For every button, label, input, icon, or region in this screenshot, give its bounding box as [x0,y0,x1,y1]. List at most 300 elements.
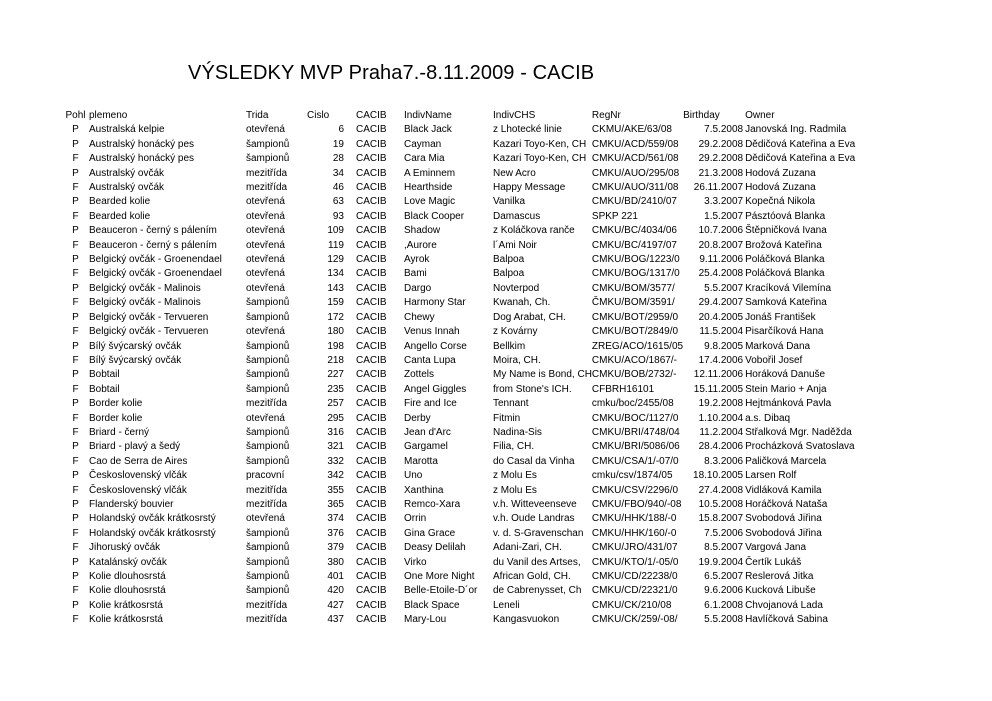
cell-indivname: ,Aurore [404,239,437,251]
cell-indivname: Orrin [404,513,427,525]
cell-indivchs: Adani-Zari, CH. [493,542,562,554]
table-row [62,253,857,267]
cell-cacib: CACIB [356,138,387,150]
cell-birthday: 9.11.2006 [699,254,744,266]
cell-trida: mezitřída [246,484,288,496]
table-row [62,340,857,354]
cell-trida: mezitřída [246,182,288,194]
cell-cislo: 427 [327,599,344,611]
cell-birthday: 10.7.2006 [698,225,744,237]
cell-owner: Štěpničková Ivana [745,225,827,237]
cell-indivname: Marotta [404,455,438,467]
cell-pohl: P [72,311,79,323]
cell-cislo: 63 [332,196,344,208]
cell-plemeno: Belgický ovčák - Groenendael [89,268,222,280]
cell-owner: Reslerová Jitka [745,571,814,582]
cell-cislo: 119 [328,239,344,251]
cell-birthday: 11.2.2004 [699,426,744,438]
cell-plemeno: Australský honácký pes [89,138,195,150]
cell-regnr: CMKU/CD/22238/0 [591,571,678,582]
cell-trida: šampionů [246,455,290,467]
cell-owner: Hejtmánková Pavla [745,398,832,410]
cell-plemeno: Bobtail [89,383,120,395]
cell-birthday: 15.11.2005 [693,383,744,395]
cell-birthday: 3.3.2007 [704,196,744,208]
cell-regnr: CMKU/AUO/295/08 [591,167,680,179]
cell-indivchs: My Name is Bond, CH [493,369,592,381]
cell-indivchs: Balpoa [493,254,525,266]
table-row [62,325,857,339]
cell-birthday: 21.3.2008 [698,167,744,179]
cell-pohl: P [72,470,79,482]
cell-trida: otevřená [246,513,285,525]
cell-cislo: 376 [327,527,344,539]
cell-plemeno: Kolie dlouhosrstá [89,571,166,582]
cell-trida: šampionů [246,354,290,366]
table-row [62,440,857,454]
cell-trida: otevřená [246,196,285,208]
table-row [62,368,857,382]
cell-indivchs: Kangasvuokon [493,614,560,626]
cell-plemeno: Bearded kolie [89,196,151,208]
cell-trida: šampionů [246,340,290,352]
cell-cislo: 172 [327,311,344,323]
cell-indivname: Deasy Delilah [404,542,466,554]
cell-regnr: CMKU/BOT/2959/0 [591,311,679,323]
cell-regnr: CMKU/JRO/431/07 [591,542,678,554]
cell-regnr: CMKU/KTO/1/-05/0 [591,556,679,568]
cell-plemeno: Bobtail [89,369,120,381]
cell-regnr: SPKP 221 [591,210,638,222]
cell-plemeno: Border kolie [89,398,143,410]
cell-regnr: CMKU/AUO/311/08 [591,182,679,194]
cell-cacib: CACIB [356,585,387,597]
cell-indivname: A Eminnem [404,167,456,179]
cell-indivchs: Vanilka [493,196,526,208]
cell-pohl: F [72,527,79,539]
cell-owner: Marková Dana [745,340,811,352]
cell-plemeno: Belgický ovčák - Groenendael [89,254,222,266]
cell-regnr: CMKU/CD/22321/0 [591,585,678,597]
cell-cacib: CACIB [356,470,387,482]
cell-plemeno: Australský ovčák [89,167,165,179]
cell-regnr: CMKU/BOT/2849/0 [591,326,679,338]
cell-owner: Poláčková Blanka [745,268,825,280]
cell-cislo: 380 [327,556,344,568]
cell-pohl: P [72,340,79,352]
cell-trida: mezitřída [246,167,288,179]
cell-plemeno: Katalánský ovčák [89,556,167,568]
cell-cislo: 34 [332,167,344,179]
cell-pohl: F [72,326,79,338]
cell-cacib: CACIB [356,268,387,280]
cell-cacib: CACIB [356,441,387,453]
cell-owner: Vobořil Josef [745,354,803,366]
cell-cacib: CACIB [356,210,387,222]
cell-indivchs: African Gold, CH. [493,571,571,582]
cell-pohl: P [72,254,79,266]
cell-trida: šampionů [246,383,290,395]
cell-trida: mezitřída [246,498,288,510]
cell-trida: šampionů [246,571,290,582]
cell-indivchs: Balpoa [493,268,525,280]
cell-indivchs: v. d. S-Gravenschan [493,527,584,539]
cell-cacib: CACIB [356,599,387,611]
cell-trida: šampionů [246,311,290,323]
cell-owner: Kucková Libuše [745,585,816,597]
cell-cislo: 28 [332,153,344,165]
table-row [62,498,857,512]
cell-indivname: Black Space [404,599,460,611]
cell-indivchs: Leneli [493,599,520,611]
cell-trida: otevřená [246,412,285,424]
cell-pohl: F [72,542,79,554]
cell-indivname: Zottels [404,369,435,381]
table-row [62,541,857,555]
cell-pohl: F [72,268,79,280]
header-cislo: Cislo [307,110,330,121]
cell-plemeno: Beauceron - černý s pálením [89,239,217,251]
cell-indivchs: Filia, CH. [493,441,535,453]
header-indivname: IndivName [404,110,452,121]
cell-birthday: 28.4.2006 [698,441,744,453]
cell-cacib: CACIB [356,571,387,582]
cell-owner: Pisarčíková Hana [745,326,824,338]
table-row [62,123,857,137]
cell-pohl: F [72,210,79,222]
cell-cacib: CACIB [356,614,387,626]
cell-indivname: Jean d'Arc [404,426,451,438]
cell-cacib: CACIB [356,455,387,467]
cell-trida: šampionů [246,527,290,539]
cell-pohl: F [72,426,79,438]
cell-pohl: P [72,513,79,525]
cell-cacib: CACIB [356,398,387,410]
cell-owner: Vidláková Kamila [745,484,822,496]
cell-pohl: F [72,383,79,395]
table-row [62,412,857,426]
cell-cacib: CACIB [356,527,387,539]
table-row [62,570,857,584]
cell-owner: Svobodová Jiřina [745,527,822,539]
cell-regnr: CMKU/FBO/940/-08 [591,498,682,510]
cell-cacib: CACIB [356,484,387,496]
header-pohl: Pohl [65,110,86,121]
cell-regnr: cmku/boc/2455/08 [591,398,674,410]
cell-cislo: 198 [327,340,344,352]
cell-indivname: Xanthina [404,484,444,496]
cell-regnr: CKMU/AKE/63/08 [591,124,672,136]
cell-owner: Procházková Svatoslava [745,441,855,453]
cell-pohl: P [72,225,79,237]
table-row [62,584,857,598]
table-row [62,181,857,195]
cell-indivchs: Novterpod [493,282,540,294]
cell-plemeno: Australský honácký pes [89,153,195,165]
cell-plemeno: Holandský ovčák krátkosrstý [89,527,216,539]
cell-cacib: CACIB [356,498,387,510]
cell-owner: Stein Mario + Anja [745,383,827,395]
cell-owner: Larsen Rolf [745,470,797,482]
cell-indivname: Venus Innah [404,326,460,338]
cell-cacib: CACIB [356,239,387,251]
cell-regnr: CMKU/BC/4197/07 [591,239,677,251]
cell-owner: a.s. Dibaq [745,412,791,424]
cell-indivname: Hearthside [404,182,453,194]
cell-owner: Pásztóová Blanka [745,210,826,222]
cell-plemeno: Jihoruský ovčák [89,542,161,554]
cell-cislo: 355 [327,484,344,496]
cell-cacib: CACIB [356,124,387,136]
cell-regnr: CMKU/HHK/188/-0 [591,513,677,525]
cell-indivchs: Kwanah, Ch. [493,297,551,309]
cell-cislo: 379 [327,542,344,554]
table-header-row [62,109,857,123]
table-row [62,469,857,483]
cell-plemeno: Australský ovčák [89,182,165,194]
cell-regnr: CMKU/ACO/1867/- [591,354,677,366]
cell-indivchs: du Vanil des Artses, [493,556,581,568]
cell-indivname: Bami [404,268,427,280]
cell-cacib: CACIB [356,369,387,381]
cell-birthday: 18.10.2005 [693,470,744,482]
cell-pohl: P [72,556,79,568]
cell-owner: Střalková Mgr. Naděžda [745,426,852,438]
cell-trida: otevřená [246,326,285,338]
cell-trida: otevřená [246,124,285,136]
cell-birthday: 5.5.2008 [704,614,744,626]
cell-cacib: CACIB [356,167,387,179]
cell-regnr: CMKU/BOM/3577/ [591,282,675,294]
cell-indivname: Virko [404,556,427,568]
cell-owner: Kracíková Vilemína [745,282,832,294]
table-row [62,267,857,281]
cell-pohl: F [72,412,79,424]
cell-indivname: Harmony Star [404,297,466,309]
cell-pohl: P [72,571,79,582]
cell-owner: Kopečná Nikola [745,196,816,208]
cell-indivchs: Happy Message [493,182,566,194]
cell-cislo: 19 [332,138,344,150]
cell-regnr: CMKU/HHK/160/-0 [591,527,677,539]
cell-owner: Horáková Danuše [745,369,826,381]
cell-indivchs: do Casal da Vinha [493,455,575,467]
cell-indivchs: v.h. Oude Landras [493,513,575,525]
header-cacib: CACIB [356,110,387,121]
cell-cacib: CACIB [356,426,387,438]
cell-indivchs: Moira, CH. [493,354,541,366]
cell-owner: Janovská Ing. Radmila [745,124,847,136]
cell-cacib: CACIB [356,225,387,237]
cell-cislo: 134 [327,268,344,280]
cell-trida: otevřená [246,268,285,280]
cell-cislo: 235 [327,383,344,395]
cell-indivchs: New Acro [493,167,536,179]
cell-indivchs: z Lhotecké linie [493,124,562,136]
cell-owner: Chvojanová Lada [745,599,823,611]
cell-pohl: P [72,196,79,208]
cell-indivchs: v.h. Witteveenseve [493,498,577,510]
cell-indivname: Gina Grace [404,527,456,539]
cell-cacib: CACIB [356,354,387,366]
table-row [62,512,857,526]
table-row [62,527,857,541]
cell-cacib: CACIB [356,412,387,424]
table-row [62,167,857,181]
cell-indivchs: z Molu Es [493,470,537,482]
cell-indivname: Fire and Ice [404,398,457,410]
cell-birthday: 6.5.2007 [704,571,744,582]
cell-cacib: CACIB [356,196,387,208]
cell-regnr: CMKU/BOB/2732/- [591,369,677,381]
cell-birthday: 29.2.2008 [698,153,744,165]
cell-owner: Hodová Zuzana [745,182,816,194]
cell-cislo: 420 [327,585,344,597]
cell-indivname: Remco-Xara [404,498,461,510]
cell-indivname: Black Cooper [404,210,465,222]
cell-plemeno: Briard - černý [89,426,150,438]
cell-indivname: Angel Giggles [404,383,467,395]
header-plemeno: plemeno [89,110,128,121]
cell-birthday: 5.5.2007 [704,282,744,294]
cell-trida: pracovní [246,470,285,482]
cell-owner: Brožová Kateřina [745,239,822,251]
cell-trida: mezitřída [246,398,288,410]
cell-birthday: 1.10.2004 [698,412,744,424]
cell-owner: Samková Kateřina [745,297,827,309]
cell-cislo: 227 [327,369,344,381]
cell-pohl: P [72,138,79,150]
cell-cislo: 46 [332,182,344,194]
cell-plemeno: Kolie krátkosrstá [89,599,163,611]
cell-plemeno: Belgický ovčák - Tervueren [89,326,209,338]
cell-indivchs: from Stone's ICH. [493,383,572,395]
header-birthday: Birthday [683,110,720,121]
cell-plemeno: Belgický ovčák - Malinois [89,282,201,294]
cell-cislo: 6 [338,124,344,136]
cell-plemeno: Belgický ovčák - Malinois [89,297,201,309]
cell-cislo: 295 [327,412,344,424]
cell-regnr: CMKU/BRI/4748/04 [591,426,680,438]
cell-regnr: CMKU/BOC/1127/0 [591,412,679,424]
cell-indivchs: z Koláčkova ranče [493,225,575,237]
cell-cacib: CACIB [356,254,387,266]
cell-indivchs: Kazari Toyo-Ken, CH [493,153,587,165]
cell-plemeno: Československý vlčák [89,470,187,482]
cell-cacib: CACIB [356,282,387,294]
cell-cislo: 437 [327,614,344,626]
cell-pohl: F [72,614,79,626]
cell-indivchs: Fitmin [493,412,521,424]
cell-indivchs: de Cabrenysset, Ch [493,585,582,597]
cell-pohl: F [72,297,79,309]
cell-cacib: CACIB [356,153,387,165]
cell-cislo: 401 [327,571,344,582]
cell-indivname: Gargamel [404,441,448,453]
table-row [62,599,857,613]
header-trida: Trida [246,110,269,121]
cell-birthday: 20.4.2005 [698,311,744,323]
cell-pohl: P [72,398,79,410]
cell-pohl: P [72,369,79,381]
results-table [62,109,857,628]
cell-indivname: Canta Lupa [404,354,456,366]
cell-owner: Jonáš František [745,311,816,323]
cell-indivname: Cayman [404,138,442,150]
cell-trida: šampionů [246,153,290,165]
cell-birthday: 8.5.2007 [704,542,744,554]
cell-birthday: 6.1.2008 [704,599,744,611]
cell-indivname: Angello Corse [404,340,467,352]
cell-pohl: P [72,282,79,294]
cell-owner: Horáčková Nataša [745,498,828,510]
cell-plemeno: Bearded kolie [89,210,151,222]
cell-indivname: Shadow [404,225,441,237]
cell-owner: Vargová Jana [745,542,807,554]
cell-birthday: 1.5.2007 [704,210,744,222]
table-row [62,311,857,325]
cell-birthday: 9.8.2005 [704,340,744,352]
cell-regnr: CMKU/ACD/561/08 [591,153,679,165]
cell-birthday: 17.4.2006 [698,354,744,366]
cell-plemeno: Kolie dlouhosrstá [89,585,166,597]
cell-regnr: CFBRH16101 [591,383,655,395]
cell-cislo: 143 [327,282,344,294]
cell-cacib: CACIB [356,556,387,568]
cell-trida: otevřená [246,239,285,251]
cell-pohl: F [72,354,79,366]
table-row [62,613,857,627]
cell-indivname: Dargo [404,282,432,294]
cell-indivchs: z Molu Es [493,484,537,496]
cell-owner: Paličková Marcela [745,455,827,467]
cell-cacib: CACIB [356,383,387,395]
header-indivchs: IndivCHS [493,110,536,121]
cell-owner: Hodová Zuzana [745,167,816,179]
cell-cislo: 159 [327,297,344,309]
cell-owner: Dědičová Kateřina a Eva [745,153,856,165]
cell-birthday: 29.2.2008 [698,138,744,150]
cell-trida: šampionů [246,556,290,568]
cell-cacib: CACIB [356,311,387,323]
cell-indivchs: Dog Arabat, CH. [493,311,566,323]
cell-regnr: CMKU/CSV/2296/0 [591,484,679,496]
cell-plemeno: Flanderský bouvier [89,498,174,510]
cell-regnr: CMKU/BOG/1317/0 [591,268,680,280]
cell-cacib: CACIB [356,326,387,338]
header-regnr: RegNr [591,110,621,121]
cell-owner: Čertík Lukáš [745,556,802,568]
table-row [62,354,857,368]
table-row [62,210,857,224]
cell-indivchs: z Kovárny [493,326,538,338]
cell-cislo: 218 [327,354,344,366]
table-row [62,195,857,209]
cell-pohl: F [72,239,79,251]
cell-plemeno: Cao de Serra de Aires [89,455,188,467]
cell-pohl: P [72,124,79,136]
cell-indivname: Black Jack [404,124,452,136]
cell-plemeno: Bílý švýcarský ovčák [89,354,182,366]
cell-cislo: 332 [327,455,344,467]
cell-trida: otevřená [246,282,285,294]
table-row [62,138,857,152]
cell-cislo: 321 [327,441,344,453]
cell-trida: šampionů [246,369,290,381]
cell-regnr: CMKU/BD/2410/07 [591,196,677,208]
cell-regnr: CMKU/BC/4034/06 [591,225,677,237]
cell-owner: Havlíčková Sabina [745,614,828,626]
